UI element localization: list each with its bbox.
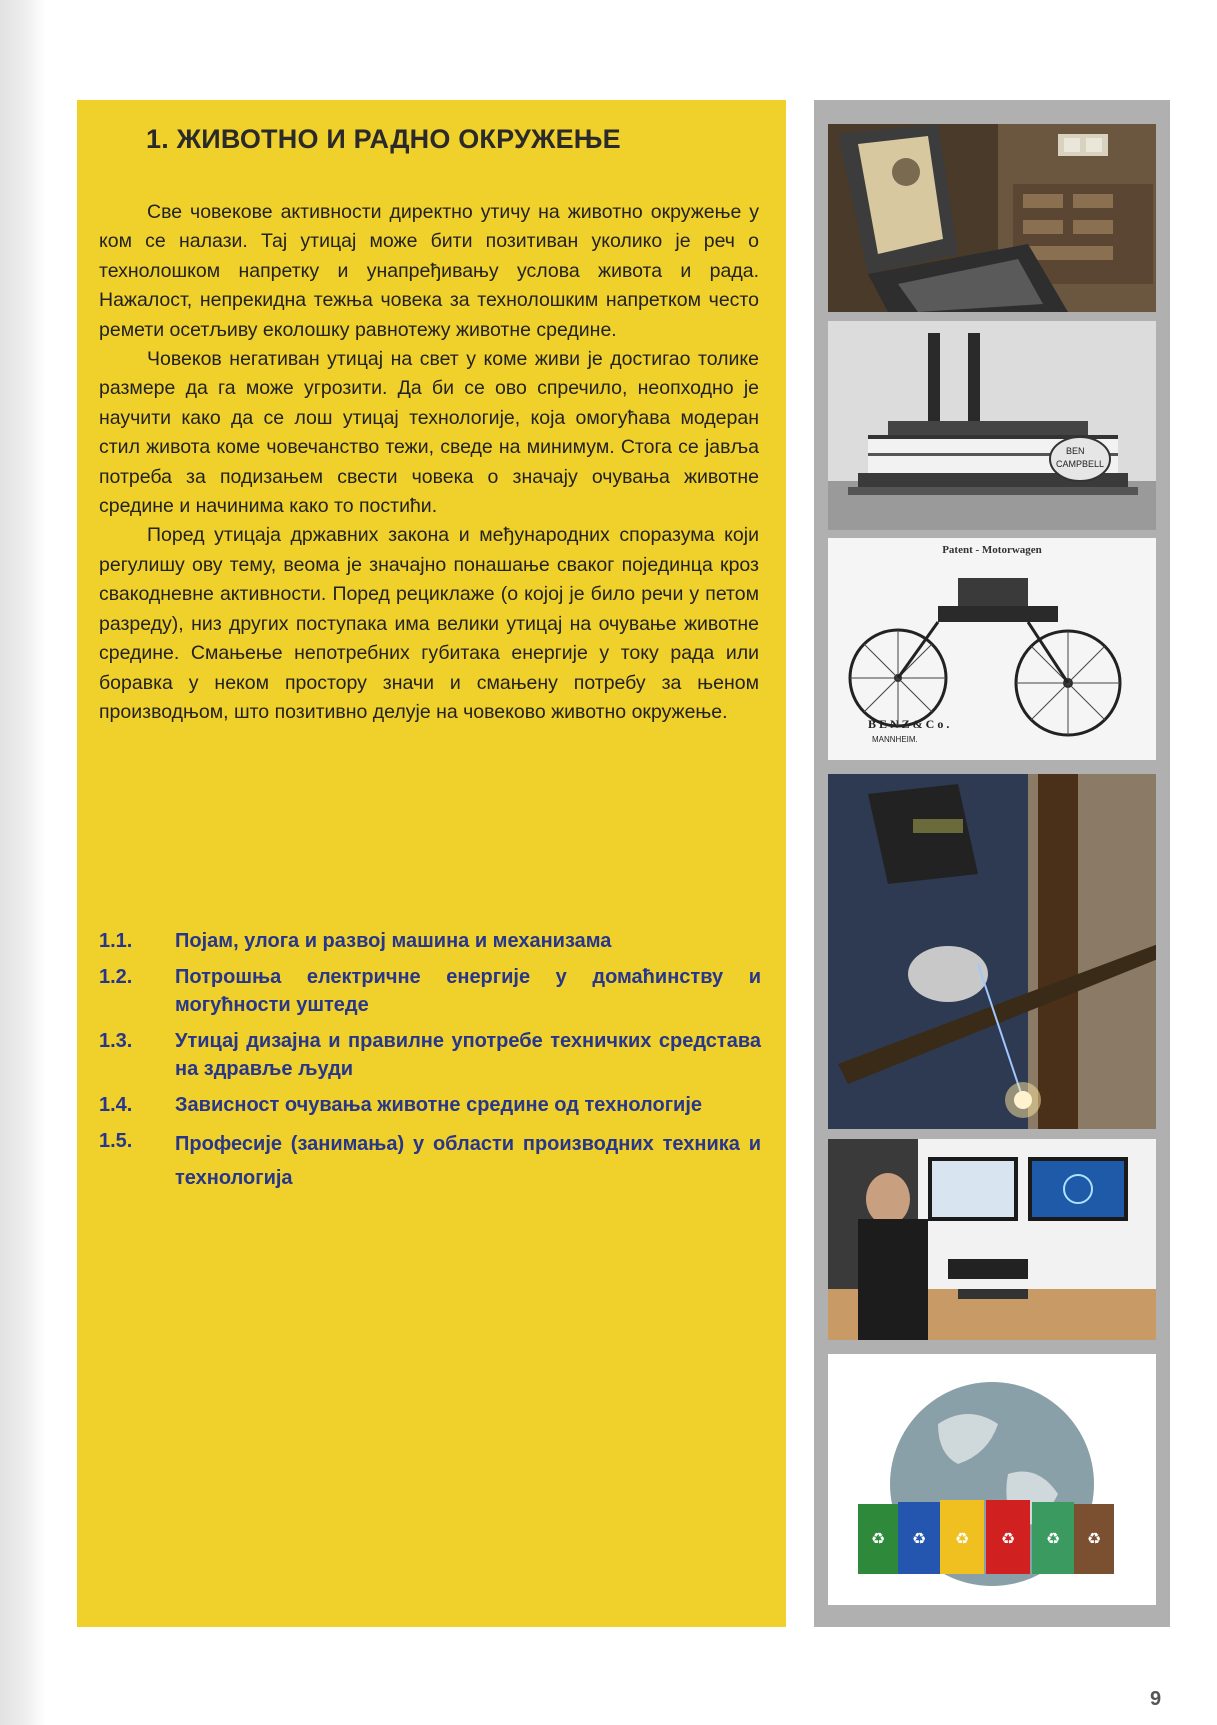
- svg-text:♻: ♻: [1000, 1531, 1016, 1548]
- toc-number: 1.4.: [99, 1094, 133, 1116]
- welder-photo: [828, 774, 1156, 1129]
- chapter-contents: [99, 927, 761, 1203]
- office-computer-photo: [828, 1139, 1156, 1340]
- chapter-title: 1. ЖИВОТНО И РАДНО ОКРУЖЕЊЕ: [146, 124, 621, 154]
- svg-text:♻: ♻: [1045, 1531, 1061, 1548]
- chapter-body: [99, 198, 759, 727]
- toc-item: [99, 963, 761, 1019]
- globe-recycling-photo: [828, 1354, 1156, 1605]
- toc-text: Зависност очувања животне средине од технологије: [175, 1094, 703, 1116]
- benz-motorwagen-photo: [828, 538, 1156, 760]
- brand-city: MANNHEIM.: [872, 735, 918, 744]
- paragraph: Човеков негативан утицај на свет у коме живи је достигао толике размере да га може угрозити. Да би се ово спречило, неопходно је научити како да се лош утицај технологије, која омогућава модеран стил живота коме човечанство тежи, сведе на минимум. Стога се јавља потреба за подизањем свести човека о значају очувања животне средине и начинима како то постићи.: [99, 348, 759, 518]
- toc-item: [99, 1027, 761, 1083]
- toc-item: [99, 1091, 761, 1119]
- boat-name: BEN: [1066, 446, 1085, 456]
- image-caption: Patent - Motorwagen: [942, 544, 1042, 556]
- toc-number: 1.5.: [99, 1130, 133, 1152]
- toc-text: Појам, улога и развој машина и механизама: [175, 930, 612, 952]
- paragraph: Поред утицаја државних закона и међународних споразума који регулишу ову тему, веома је значајно понашање сваког појединца кроз свакодневне активности. Поред рециклаже (о којој је било речи у петом разреду), низ других поступака има велики утицај на очување животне средине. Смањење непотребних губитака енергије у току рада или боравка у неком простору значи и смањену потребу за њеном производњом, што позитивно делује на човеково животно окружење.: [99, 524, 759, 723]
- paragraph: Све човекове активности директно утичу на животно окружење у ком се налази. Тај утицај може бити позитиван уколико је реч о технолошком напретку и унапређивању услова живота и рада. Нажалост, непрекидна тежња човека за технолошким напретком често ремети осетљиву еколошку равнотежу животне средине.: [99, 201, 759, 341]
- brand-name: BENZ&Co.: [868, 717, 953, 731]
- svg-text:♻: ♻: [954, 1531, 970, 1548]
- svg-text:♻: ♻: [870, 1531, 886, 1548]
- svg-text:♻: ♻: [1086, 1531, 1102, 1548]
- boat-name: CAMPBELL: [1056, 459, 1105, 469]
- toc-item: [99, 927, 761, 955]
- svg-text:♻: ♻: [911, 1531, 927, 1548]
- page-number: 9: [1150, 1688, 1162, 1710]
- toc-number: 1.2.: [99, 966, 133, 988]
- toc-text: Утицај дизајна и правилне употребе техничких средстава на здравље људи: [175, 1030, 761, 1080]
- page-edge-shadow: [0, 0, 46, 1725]
- toc-text: Професије (занимања) у области производних техника и технологија: [175, 1133, 761, 1189]
- steamboat-photo: [828, 321, 1156, 530]
- toc-number: 1.3.: [99, 1030, 133, 1052]
- toc-text: Потрошња електричне енергије у домаћинству и могућности уштеде: [175, 966, 761, 1016]
- toc-number: 1.1.: [99, 930, 133, 952]
- toc-item: [99, 1127, 761, 1195]
- printing-press-photo: [828, 124, 1156, 312]
